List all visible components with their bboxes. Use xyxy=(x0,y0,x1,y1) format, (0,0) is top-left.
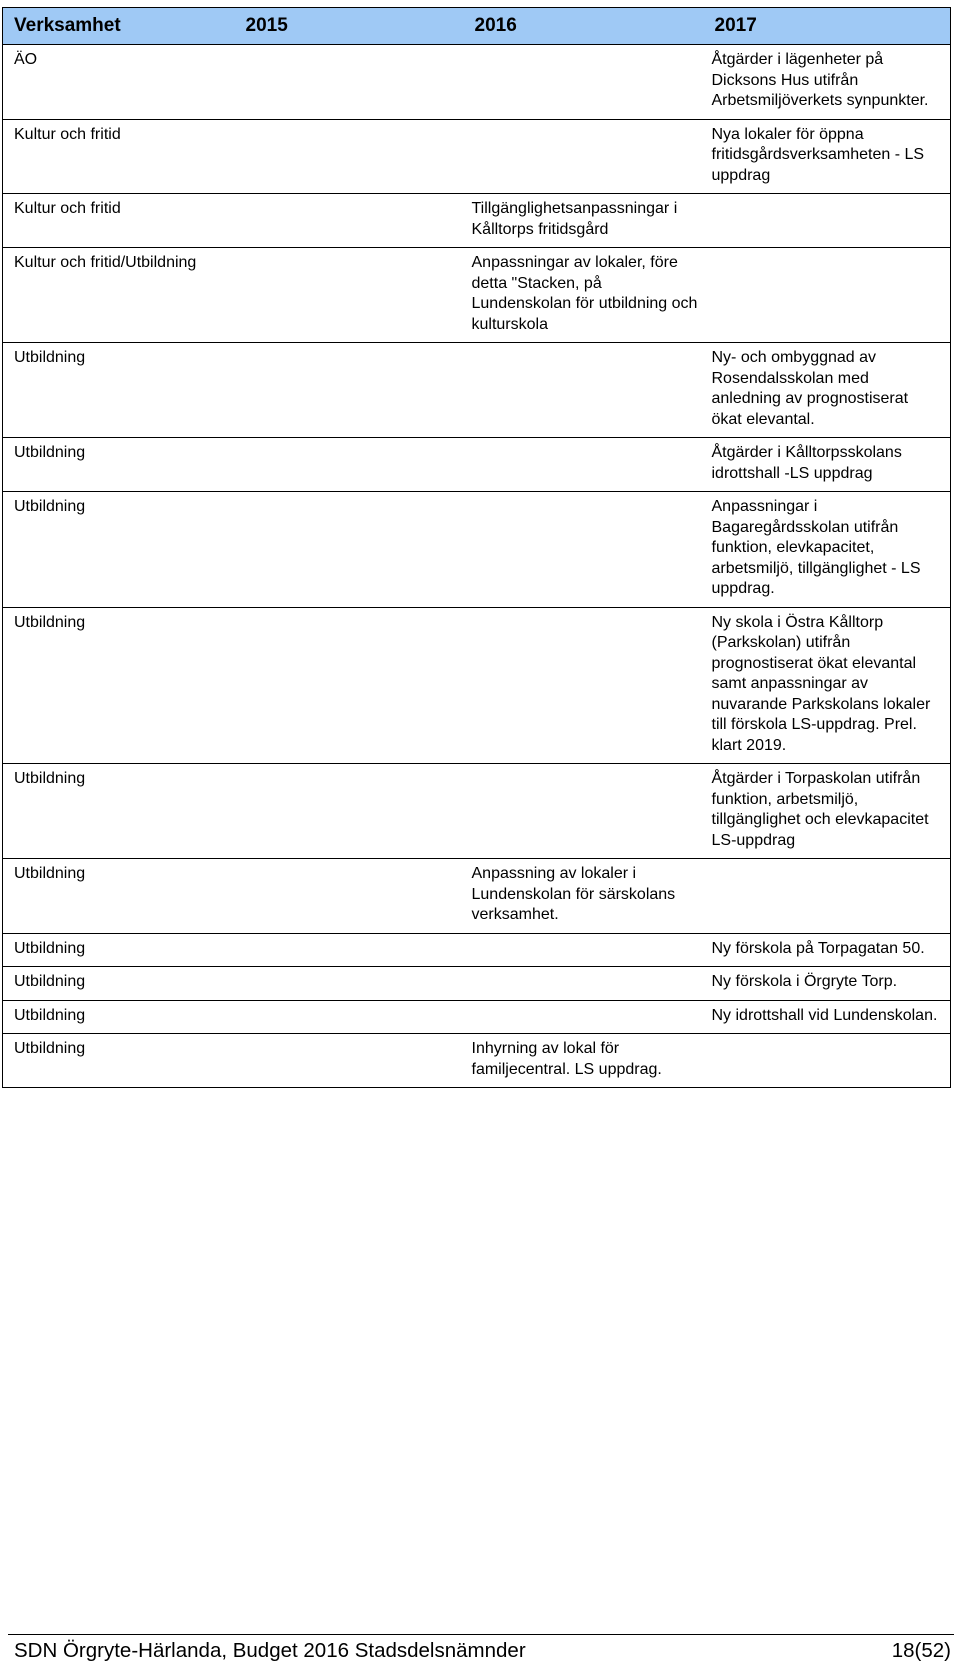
cell-verksamhet: Utbildning xyxy=(3,764,235,859)
cell-y2015 xyxy=(235,607,464,764)
cell-y2016 xyxy=(464,933,704,967)
cell-verksamhet: Utbildning xyxy=(3,492,235,608)
table-row xyxy=(3,438,951,492)
table-row xyxy=(3,119,951,194)
table-row xyxy=(3,194,951,248)
page-number: 18(52) xyxy=(891,1639,951,1662)
cell-verksamhet: Utbildning xyxy=(3,1034,235,1088)
cell-y2017: Ny skola i Östra Kålltorp (Parkskolan) utifrån prognostiserat ökat elevantal samt anpassningar av nuvarande Parkskolans lokaler till förskola LS-uppdrag. Prel. klart 2019. xyxy=(704,607,951,764)
cell-y2017 xyxy=(704,194,951,248)
cell-verksamhet: Utbildning xyxy=(3,343,235,438)
cell-verksamhet: Utbildning xyxy=(3,859,235,934)
header-2015: 2015 xyxy=(235,8,464,45)
cell-y2016 xyxy=(464,492,704,608)
cell-y2017: Ny idrottshall vid Lundenskolan. xyxy=(704,1000,951,1034)
cell-y2017: Ny förskola på Torpagatan 50. xyxy=(704,933,951,967)
table-row xyxy=(3,45,951,120)
cell-y2016 xyxy=(464,1000,704,1034)
table-row xyxy=(3,343,951,438)
footer-divider xyxy=(8,1634,954,1635)
cell-y2015 xyxy=(235,764,464,859)
cell-verksamhet: ÄO xyxy=(3,45,235,120)
cell-y2016 xyxy=(464,764,704,859)
cell-y2017 xyxy=(704,1034,951,1088)
cell-y2016: Tillgänglighetsanpassningar i Kålltorps fritidsgård xyxy=(464,194,704,248)
cell-y2016 xyxy=(464,607,704,764)
table-row xyxy=(3,607,951,764)
cell-y2017: Ny- och ombyggnad av Rosendalsskolan med anledning av prognostiserat ökat elevantal. xyxy=(704,343,951,438)
cell-verksamhet: Utbildning xyxy=(3,438,235,492)
cell-y2015 xyxy=(235,343,464,438)
table-row xyxy=(3,933,951,967)
cell-y2015 xyxy=(235,933,464,967)
cell-y2015 xyxy=(235,194,464,248)
cell-verksamhet: Utbildning xyxy=(3,1000,235,1034)
table-row xyxy=(3,967,951,1001)
header-2017: 2017 xyxy=(704,8,951,45)
cell-y2016 xyxy=(464,343,704,438)
cell-y2017: Åtgärder i Torpaskolan utifrån funktion, arbetsmiljö, tillgänglighet och elevkapacitet LS-uppdrag xyxy=(704,764,951,859)
cell-y2016 xyxy=(464,45,704,120)
cell-y2016 xyxy=(464,967,704,1001)
cell-verksamhet: Utbildning xyxy=(3,967,235,1001)
cell-y2015 xyxy=(235,492,464,608)
cell-y2017 xyxy=(704,859,951,934)
cell-verksamhet: Utbildning xyxy=(3,607,235,764)
cell-y2016 xyxy=(464,438,704,492)
cell-y2017: Åtgärder i Kålltorpsskolans idrottshall -LS uppdrag xyxy=(704,438,951,492)
footer-title: SDN Örgryte-Härlanda, Budget 2016 Stadsdelsnämnder xyxy=(14,1639,526,1662)
cell-y2016: Inhyrning av lokal för familjecentral. LS uppdrag. xyxy=(464,1034,704,1088)
cell-verksamhet: Kultur och fritid xyxy=(3,194,235,248)
cell-y2015 xyxy=(235,248,464,343)
cell-y2017: Åtgärder i lägenheter på Dicksons Hus utifrån Arbetsmiljöverkets synpunkter. xyxy=(704,45,951,120)
cell-y2017: Ny förskola i Örgryte Torp. xyxy=(704,967,951,1001)
cell-verksamhet: Kultur och fritid/Utbildning xyxy=(3,248,235,343)
table-row xyxy=(3,1000,951,1034)
cell-y2017 xyxy=(704,248,951,343)
cell-y2016 xyxy=(464,119,704,194)
cell-y2015 xyxy=(235,859,464,934)
cell-y2015 xyxy=(235,119,464,194)
cell-verksamhet: Kultur och fritid xyxy=(3,119,235,194)
cell-y2016: Anpassningar av lokaler, före detta "Stacken, på Lundenskolan för utbildning och kulturskola xyxy=(464,248,704,343)
cell-y2015 xyxy=(235,45,464,120)
header-verksamhet: Verksamhet xyxy=(3,8,235,45)
cell-verksamhet: Utbildning xyxy=(3,933,235,967)
table-row xyxy=(3,492,951,608)
cell-y2017: Anpassningar i Bagaregårdsskolan utifrån funktion, elevkapacitet, arbetsmiljö, tillgänglighet - LS uppdrag. xyxy=(704,492,951,608)
table-row xyxy=(3,248,951,343)
cell-y2015 xyxy=(235,1034,464,1088)
cell-y2015 xyxy=(235,1000,464,1034)
cell-y2015 xyxy=(235,967,464,1001)
table-header-row xyxy=(3,8,951,45)
table-row xyxy=(3,764,951,859)
table-row xyxy=(3,859,951,934)
investment-table xyxy=(2,7,951,1088)
cell-y2015 xyxy=(235,438,464,492)
header-2016: 2016 xyxy=(464,8,704,45)
cell-y2016: Anpassning av lokaler i Lundenskolan för särskolans verksamhet. xyxy=(464,859,704,934)
cell-y2017: Nya lokaler för öppna fritidsgårdsverksamheten - LS uppdrag xyxy=(704,119,951,194)
table-row xyxy=(3,1034,951,1088)
